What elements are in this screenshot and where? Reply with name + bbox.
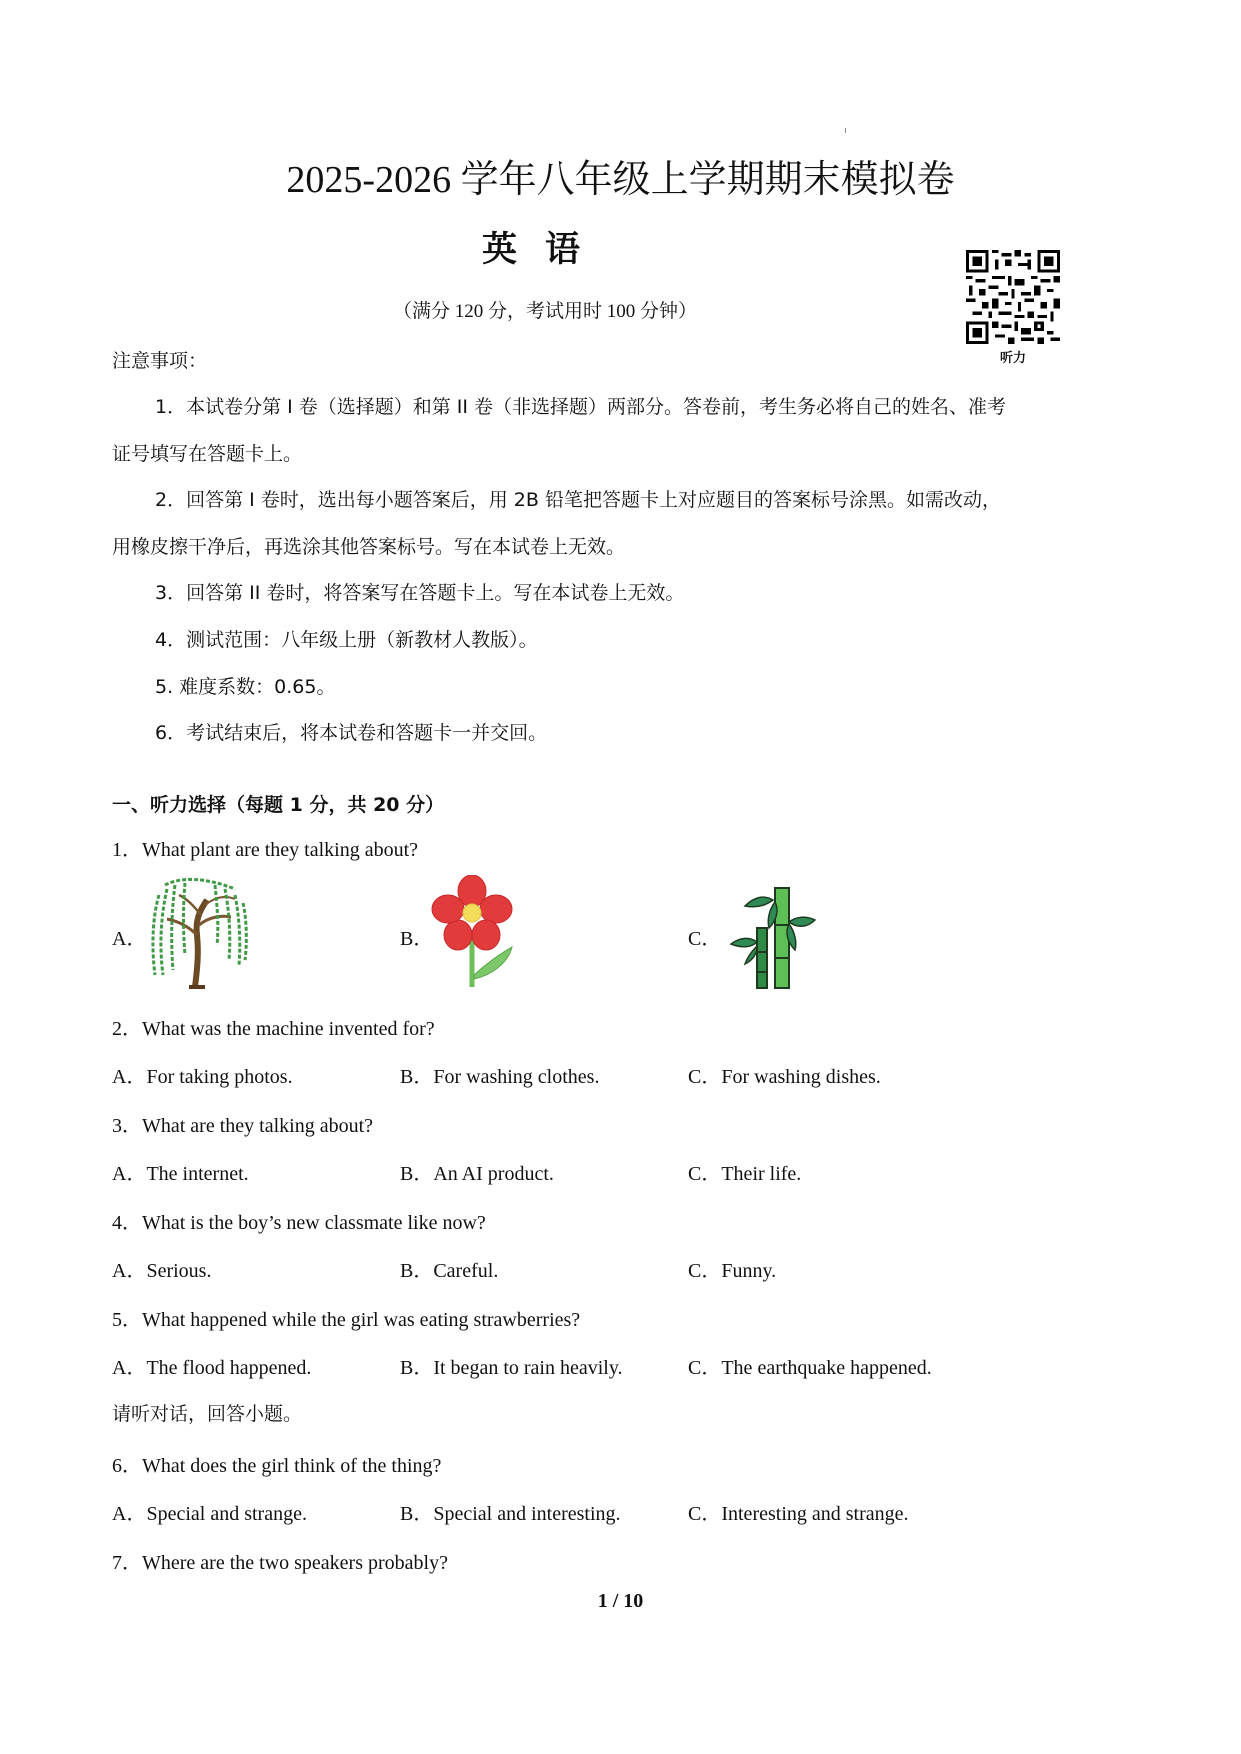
q5-option-a[interactable] [112, 1351, 311, 1380]
option-text: Serious. [146, 1260, 212, 1282]
option-label: B． [400, 1357, 434, 1379]
option-label: A． [112, 1163, 147, 1185]
q5-option-b[interactable] [400, 1351, 623, 1380]
willow-tree-icon[interactable] [145, 875, 250, 990]
option-label: B． [400, 1260, 434, 1282]
q2-option-b[interactable] [400, 1060, 599, 1089]
subject-title: 英语 [481, 230, 608, 270]
notice-item-4: 4．测试范围：八年级上册（新教材人教版）。 [155, 629, 538, 651]
option-label: C． [688, 1066, 722, 1088]
exam-meta: （满分 120 分，考试用时 100 分钟） [392, 301, 697, 322]
question-2: 2．What was the machine invented for? [112, 1018, 435, 1040]
option-text: For washing clothes. [433, 1066, 600, 1088]
option-text: The earthquake happened. [721, 1357, 932, 1379]
option-label: C． [688, 1260, 722, 1282]
q3-option-a[interactable] [112, 1157, 249, 1186]
option-text: Funny. [721, 1260, 777, 1282]
q2-option-c[interactable] [688, 1060, 881, 1089]
q2-option-a[interactable] [112, 1060, 293, 1089]
option-text: For washing dishes. [721, 1066, 881, 1088]
notice-item-2-cont: 用橡皮擦干净后，再选涂其他答案标号。写在本试卷上无效。 [112, 536, 626, 558]
question-5: 5．What happened while the girl was eating strawberries? [112, 1309, 581, 1331]
q3-option-c[interactable] [688, 1157, 801, 1186]
option-text: Careful. [433, 1260, 499, 1282]
option-text: It began to rain heavily. [433, 1357, 623, 1379]
q3-option-b[interactable] [400, 1157, 554, 1186]
option-label: C． [688, 1163, 722, 1185]
option-text: Special and strange. [146, 1503, 307, 1525]
q1-option-a-label[interactable]: A． [112, 928, 147, 950]
notice-item-6: 6．考试结束后，将本试卷和答题卡一并交回。 [155, 722, 548, 744]
option-label: B． [400, 1503, 434, 1525]
option-label: B． [400, 1163, 434, 1185]
option-label: C． [688, 1503, 722, 1525]
notice-item-1: 1．本试卷分第 I 卷（选择题）和第 II 卷（非选择题）两部分。答卷前，考生务必将自己的姓名、准考 [155, 396, 1007, 418]
q6-option-c[interactable] [688, 1497, 909, 1526]
option-label: C． [688, 1357, 722, 1379]
option-text: An AI product. [433, 1163, 554, 1185]
q6-option-a[interactable] [112, 1497, 307, 1526]
option-label: A． [112, 1357, 147, 1379]
red-flower-icon[interactable] [430, 875, 520, 990]
notice-heading: 注意事项： [112, 350, 208, 372]
bamboo-icon[interactable] [725, 880, 820, 990]
question-3: 3．What are they talking about? [112, 1115, 374, 1137]
notice-item-1-cont: 证号填写在答题卡上。 [112, 443, 303, 465]
q1-option-c-label[interactable]: C． [688, 928, 722, 950]
dialogue-instruction: 请听对话，回答小题。 [112, 1403, 303, 1425]
stray-mark [845, 128, 846, 133]
q6-option-b[interactable] [400, 1497, 621, 1526]
option-label: A． [112, 1260, 147, 1282]
option-label: B． [400, 1066, 434, 1088]
option-text: The flood happened. [146, 1357, 312, 1379]
qr-code-icon[interactable] [966, 250, 1060, 344]
qr-label: 听力 [999, 351, 1026, 366]
notice-item-3: 3．回答第 II 卷时，将答案写在答题卡上。写在本试卷上无效。 [155, 582, 685, 604]
option-text: The internet. [146, 1163, 249, 1185]
question-1: 1．What plant are they talking about? [112, 839, 419, 861]
option-text: For taking photos. [146, 1066, 293, 1088]
notice-item-5: 5. 难度系数：0.65。 [155, 676, 336, 698]
option-label: A． [112, 1503, 147, 1525]
question-6: 6．What does the girl think of the thing? [112, 1455, 442, 1477]
q1-option-b-label[interactable]: B． [400, 928, 434, 950]
section-heading: 一、听力选择（每题 1 分，共 20 分） [112, 794, 445, 816]
option-text: Interesting and strange. [721, 1503, 909, 1525]
q4-option-a[interactable] [112, 1254, 211, 1283]
notice-item-2: 2．回答第 I 卷时，选出每小题答案后，用 2B 铅笔把答题卡上对应题目的答案标号涂黑。如需改动， [155, 489, 1001, 511]
question-4: 4．What is the boy’s new classmate like now? [112, 1212, 486, 1234]
option-text: Their life. [721, 1163, 802, 1185]
page-number: 1 / 10 [597, 1590, 644, 1612]
option-label: A． [112, 1066, 147, 1088]
exam-title: 2025-2026 学年八年级上学期期末模拟卷 [286, 159, 955, 201]
q4-option-b[interactable] [400, 1254, 498, 1283]
question-7: 7．Where are the two speakers probably? [112, 1552, 448, 1574]
q5-option-c[interactable] [688, 1351, 932, 1380]
option-text: Special and interesting. [433, 1503, 621, 1525]
q4-option-c[interactable] [688, 1254, 776, 1283]
